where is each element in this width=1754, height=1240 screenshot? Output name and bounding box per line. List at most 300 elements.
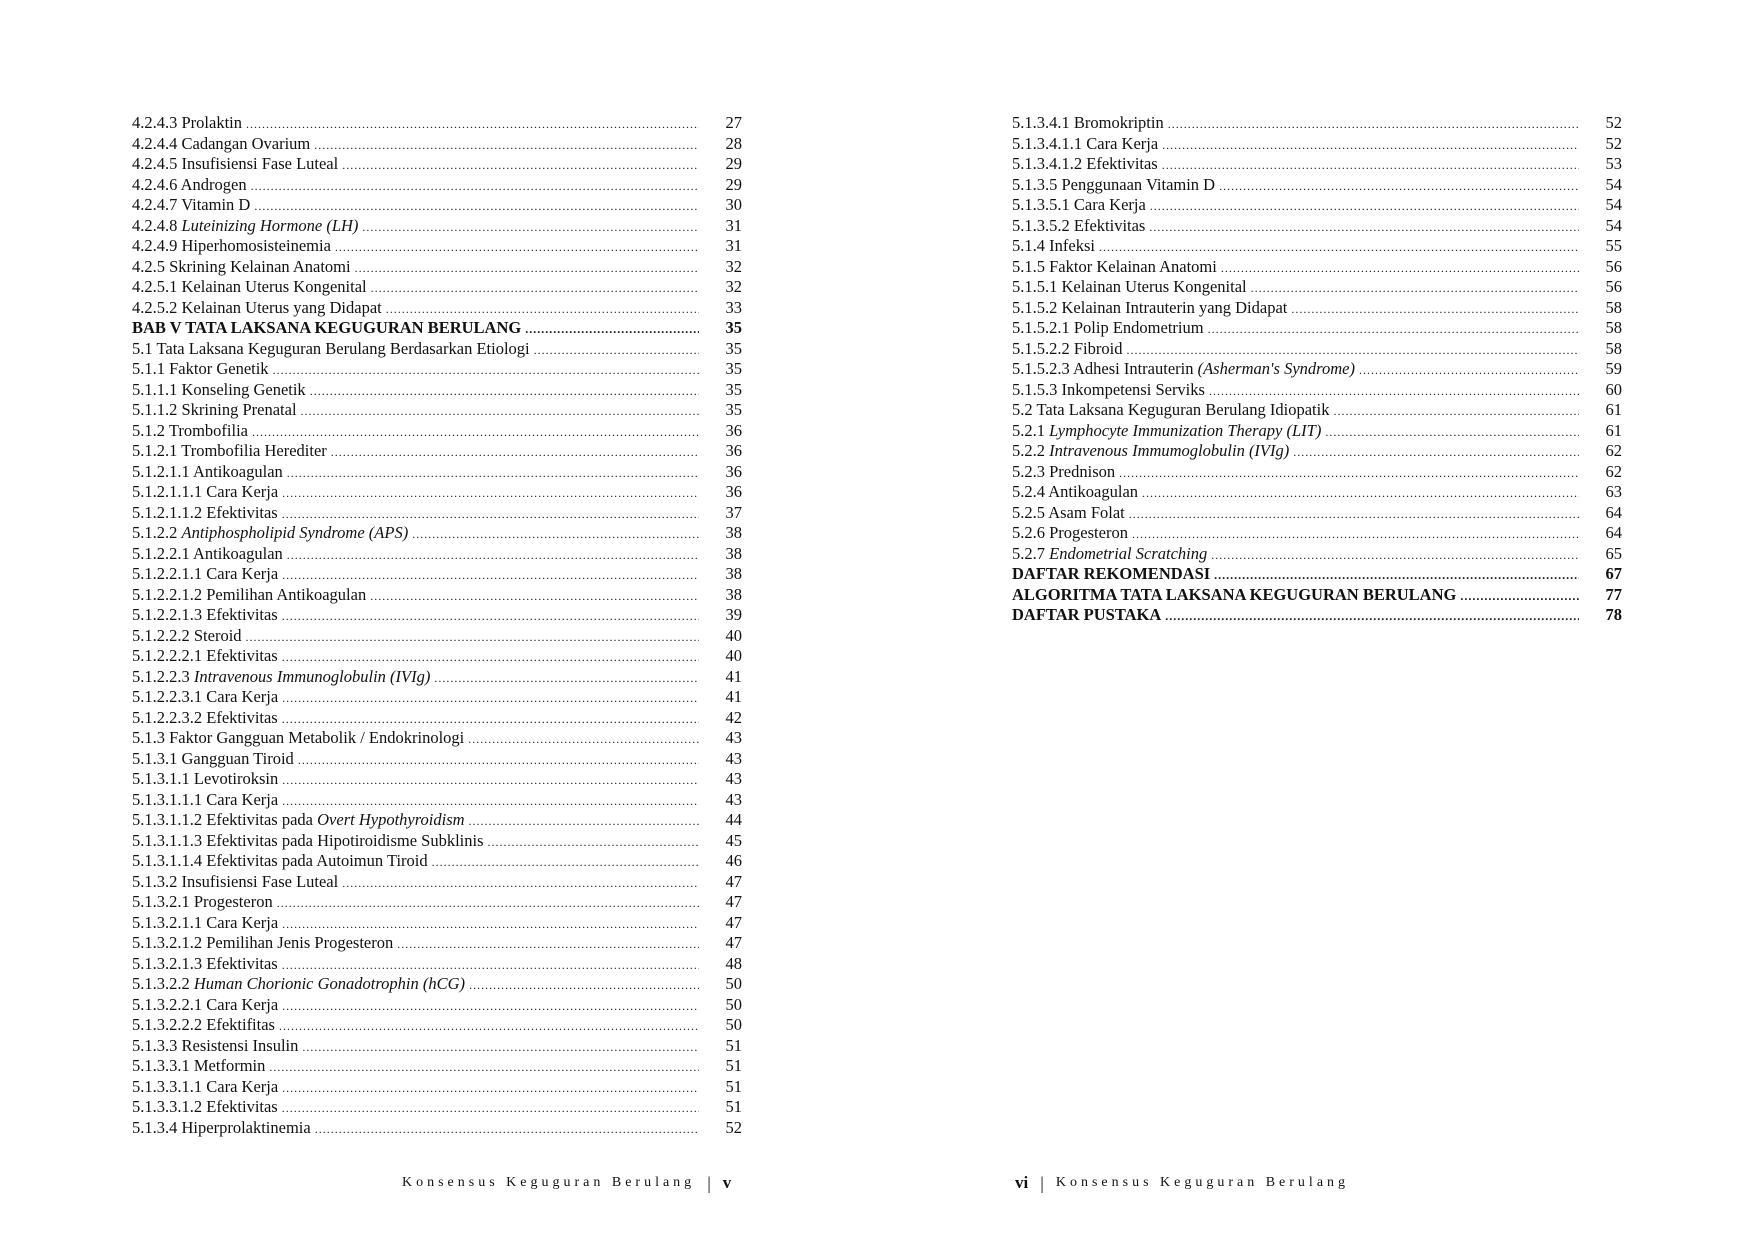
toc-entry-page: 54 xyxy=(1605,215,1622,235)
dot-leader xyxy=(1251,278,1579,299)
toc-entry[interactable] xyxy=(1012,380,1622,401)
toc-entry-label-text: 5.1.1.2 Skrining Prenatal xyxy=(132,400,297,419)
toc-entry-label xyxy=(132,564,278,585)
dot-leader xyxy=(355,258,699,279)
toc-entry-label xyxy=(1012,339,1122,360)
toc-entry[interactable] xyxy=(132,1015,742,1036)
toc-entry-label-text: 4.2.5.1 Kelainan Uterus Kongenital xyxy=(132,277,367,296)
toc-entry-page: 51 xyxy=(725,1097,742,1116)
toc-entry-page: 64 xyxy=(1605,523,1622,542)
toc-entry-label-italic: Luteinizing Hormone (LH) xyxy=(181,215,359,235)
toc-entry[interactable] xyxy=(132,544,742,565)
toc-entry[interactable] xyxy=(132,851,742,872)
dot-leader xyxy=(1165,606,1579,627)
toc-entry-label xyxy=(1012,421,1321,442)
toc-entry-label-text: 5.1.3.5.2 Efektivitas xyxy=(1012,215,1146,235)
toc-entry[interactable] xyxy=(1012,318,1622,339)
toc-entry-label-text: ALGORITMA TATA LAKSANA KEGUGURAN BERULANG xyxy=(1012,584,1457,604)
dot-leader xyxy=(525,319,699,340)
toc-entry-label-text: 5.1.3.2.1.3 Efektivitas xyxy=(132,953,278,973)
toc-entry-label-text: 4.2.4.6 Androgen xyxy=(132,174,247,194)
dot-leader xyxy=(1291,299,1579,320)
toc-entry[interactable] xyxy=(1012,400,1622,421)
toc-entry-label-text: 5.1.3.2.1.2 Pemilihan Jenis Progesteron xyxy=(132,933,394,952)
toc-entry[interactable] xyxy=(132,933,742,954)
toc-entry-label-text: 4.2.5 Skrining Kelainan Anatomi xyxy=(132,256,351,276)
toc-entry-label xyxy=(1012,585,1456,606)
dot-leader xyxy=(386,299,699,320)
toc-entry-page: 58 xyxy=(1605,338,1622,358)
dot-leader xyxy=(269,1057,699,1078)
toc-entry-label-text: 5.1.3.1.1.4 Efektivitas pada Autoimun Tiroid xyxy=(132,851,428,870)
toc-entry-page: 46 xyxy=(725,851,742,870)
toc-entry-page: 35 xyxy=(725,359,742,378)
toc-entry-label xyxy=(132,482,278,503)
dot-leader xyxy=(468,729,699,750)
toc-entry[interactable] xyxy=(1012,277,1622,298)
toc-entry-page: 35 xyxy=(725,379,742,399)
toc-entry-page: 54 xyxy=(1605,174,1622,194)
toc-entry[interactable] xyxy=(132,380,742,401)
toc-entry[interactable] xyxy=(1012,154,1622,175)
toc-entry-label xyxy=(1012,113,1164,134)
toc-entry-page: 65 xyxy=(1605,543,1622,563)
toc-entry-label-italic: Antiphospholipid Syndrome (APS) xyxy=(181,523,409,542)
toc-entry[interactable] xyxy=(132,667,742,688)
toc-entry-page: 78 xyxy=(1605,605,1622,624)
toc-entry[interactable] xyxy=(132,482,742,503)
toc-entry-label-text: 5.1.3.2.1 Progesteron xyxy=(132,892,273,911)
toc-entry[interactable] xyxy=(132,462,742,483)
toc-entry-label xyxy=(132,113,242,134)
dot-leader xyxy=(1162,155,1579,176)
toc-entry[interactable] xyxy=(132,113,742,134)
toc-entry[interactable] xyxy=(132,892,742,913)
toc-entry-label-text: 5.2.2 xyxy=(1012,441,1050,460)
toc-entry-page: 35 xyxy=(725,318,742,337)
toc-entry[interactable] xyxy=(132,728,742,749)
toc-entry-label-text: 4.2.4.3 Prolaktin xyxy=(132,113,242,132)
toc-entry-label-text: 5.1.5.2.1 Polip Endometrium xyxy=(1012,318,1204,337)
toc-entry[interactable] xyxy=(1012,462,1622,483)
toc-entry[interactable] xyxy=(132,298,742,319)
toc-entry-page: 43 xyxy=(725,769,742,788)
toc-entry[interactable] xyxy=(132,441,742,462)
toc-entry[interactable] xyxy=(1012,359,1622,380)
toc-entry-page: 47 xyxy=(725,892,742,911)
dot-leader xyxy=(534,340,699,361)
toc-entry-page: 56 xyxy=(1605,256,1622,276)
toc-entry-label-italic: Lymphocyte Immunization Therapy (LIT) xyxy=(1049,420,1322,440)
toc-entry-label xyxy=(132,154,338,175)
toc-entry-page: 36 xyxy=(725,461,742,481)
toc-list-right xyxy=(1012,113,1622,626)
toc-entry[interactable] xyxy=(132,646,742,667)
toc-entry-label-text: 5.1.5.2 Kelainan Intrauterin yang Didapat xyxy=(1012,297,1288,317)
toc-entry-page: 37 xyxy=(725,502,742,522)
footer-separator: | xyxy=(1040,1173,1044,1193)
dot-leader xyxy=(1333,401,1579,422)
toc-entry-page: 45 xyxy=(725,830,742,850)
toc-entry-page: 60 xyxy=(1605,379,1622,399)
toc-entry-label xyxy=(132,503,278,524)
dot-leader xyxy=(282,647,699,668)
toc-entry[interactable] xyxy=(1012,134,1622,155)
toc-entry-page: 32 xyxy=(725,256,742,276)
toc-entry-label-italic: Intravenous Immunoglobulin (IVIg) xyxy=(193,666,431,686)
toc-entry[interactable] xyxy=(1012,523,1622,544)
toc-entry[interactable] xyxy=(132,257,742,278)
dot-leader xyxy=(314,135,699,156)
dot-leader xyxy=(279,1016,699,1037)
toc-entry-label xyxy=(1012,257,1217,278)
toc-entry-page: 30 xyxy=(725,195,742,214)
dot-leader xyxy=(287,545,699,566)
toc-entry-label-text: 5.1.3.4.1.1 Cara Kerja xyxy=(1012,133,1159,153)
footer-separator: | xyxy=(707,1173,711,1193)
page-number: v xyxy=(722,1173,732,1192)
dot-leader xyxy=(1221,258,1579,279)
toc-entry-page: 47 xyxy=(725,912,742,932)
dot-leader xyxy=(282,504,699,525)
dot-leader xyxy=(1119,463,1579,484)
dot-leader xyxy=(397,934,699,955)
toc-entry[interactable] xyxy=(132,216,742,237)
toc-entry-label xyxy=(132,728,464,749)
toc-entry[interactable] xyxy=(1012,564,1622,585)
toc-entry-label-text: 5.1.2.2.1 Antikoagulan xyxy=(132,543,283,563)
toc-entry-label xyxy=(132,1077,278,1098)
dot-leader xyxy=(1149,217,1579,238)
toc-entry-page: 40 xyxy=(725,646,742,665)
toc-entry-label-text: 5.1.2.2.3 xyxy=(132,666,194,686)
toc-entry-page: 29 xyxy=(725,154,742,173)
toc-entry-label-text: 5.1.3.3 Resistensi Insulin xyxy=(132,1035,299,1055)
toc-entry-label-italic: Endometrial Scratching xyxy=(1049,543,1208,563)
toc-entry-label-text: 5.1.3.2 Insufisiensi Fase Luteal xyxy=(132,871,339,891)
toc-entry[interactable] xyxy=(132,708,742,729)
toc-entry[interactable] xyxy=(132,605,742,626)
toc-entry-label-text: 5.1.2.2.2 Steroid xyxy=(132,625,242,645)
toc-entry-page: 59 xyxy=(1605,359,1622,378)
toc-entry-label xyxy=(1012,277,1247,298)
toc-entry[interactable] xyxy=(132,523,742,544)
toc-entry[interactable] xyxy=(1012,503,1622,524)
toc-entry-label-text: 5.2.1 xyxy=(1012,420,1050,440)
dot-leader xyxy=(282,770,699,791)
toc-entry[interactable] xyxy=(132,175,742,196)
dot-leader xyxy=(1126,340,1579,361)
toc-entry-label-text: 5.2.3 Prednison xyxy=(1012,461,1116,481)
toc-entry-label-text: 5.1.3.1 Gangguan Tiroid xyxy=(132,748,294,768)
toc-entry-label-text: 5.1.2.1.1 Antikoagulan xyxy=(132,461,283,481)
dot-leader xyxy=(298,750,699,771)
toc-entry-label-text: 5.1.2.2.3.2 Efektivitas xyxy=(132,707,278,727)
toc-entry-page: 61 xyxy=(1605,420,1622,440)
toc-entry[interactable] xyxy=(1012,339,1622,360)
toc-entry-label-text: 5.1.3.5.1 Cara Kerja xyxy=(1012,195,1146,214)
dot-leader xyxy=(246,114,699,135)
toc-entry-label xyxy=(132,687,278,708)
toc-entry[interactable] xyxy=(132,134,742,155)
toc-entry-label-text: 5.1.2.2.3.1 Cara Kerja xyxy=(132,687,279,706)
dot-leader xyxy=(301,401,699,422)
toc-entry-page: 36 xyxy=(725,420,742,440)
toc-entry-page: 51 xyxy=(725,1056,742,1075)
right-page xyxy=(877,0,1754,1240)
toc-entry-label-text: 5.1.3.4.1 Bromokriptin xyxy=(1012,113,1164,132)
toc-entry-page: 52 xyxy=(725,1117,742,1137)
toc-entry-page: 42 xyxy=(725,707,742,727)
toc-entry-label-text: 5.1.3.2.2.2 Efektifitas xyxy=(132,1015,275,1034)
toc-entry-label xyxy=(132,400,297,421)
dot-leader xyxy=(282,688,699,709)
dot-leader xyxy=(246,627,699,648)
toc-entry-label-text: 4.2.4.8 xyxy=(132,215,182,235)
toc-entry-page: 43 xyxy=(725,748,742,768)
toc-entry-page: 39 xyxy=(725,605,742,624)
toc-entry[interactable] xyxy=(132,626,742,647)
toc-entry[interactable] xyxy=(132,1097,742,1118)
toc-entry-label-text: 5.1.2.1.1.1 Cara Kerja xyxy=(132,482,279,501)
toc-entry[interactable] xyxy=(132,1056,742,1077)
toc-entry[interactable] xyxy=(1012,585,1622,606)
dot-leader xyxy=(370,586,699,607)
dot-leader xyxy=(254,196,699,217)
dot-leader xyxy=(1359,360,1579,381)
toc-entry-label xyxy=(1012,195,1146,216)
toc-entry[interactable] xyxy=(1012,236,1622,257)
toc-entry-label-text: 5.2 Tata Laksana Keguguran Berulang Idiopatik xyxy=(1012,400,1330,419)
toc-entry-label xyxy=(1012,482,1138,503)
footer-title: Konsensus Keguguran Berulang xyxy=(1055,1175,1350,1190)
toc-entry[interactable] xyxy=(132,359,742,380)
dot-leader xyxy=(310,381,699,402)
toc-entry[interactable] xyxy=(132,913,742,934)
toc-entry-label xyxy=(132,892,273,913)
toc-entry[interactable] xyxy=(1012,175,1622,196)
dot-leader xyxy=(469,975,699,996)
toc-entry-label-text: 5.1.3.2.2 xyxy=(132,974,194,993)
toc-entry-label xyxy=(1012,359,1355,380)
toc-entry-label xyxy=(132,831,484,852)
dot-leader xyxy=(252,422,699,443)
dot-leader xyxy=(1132,524,1579,545)
toc-entry[interactable] xyxy=(132,872,742,893)
toc-entry-label xyxy=(132,523,408,544)
toc-entry-page: 35 xyxy=(725,400,742,419)
toc-entry-label xyxy=(132,872,338,893)
dot-leader xyxy=(432,852,699,873)
toc-entry-page: 54 xyxy=(1605,195,1622,214)
toc-entry[interactable] xyxy=(1012,216,1622,237)
toc-entry-page: 64 xyxy=(1605,502,1622,522)
toc-entry[interactable] xyxy=(132,154,742,175)
dot-leader xyxy=(1099,237,1579,258)
toc-entry-label-text: 5.1.5.1 Kelainan Uterus Kongenital xyxy=(1012,277,1247,296)
dot-leader xyxy=(282,791,699,812)
toc-entry-label-text: 4.2.4.5 Insufisiensi Fase Luteal xyxy=(132,154,339,173)
toc-entry-page: 62 xyxy=(1605,461,1622,481)
toc-entry[interactable] xyxy=(132,995,742,1016)
dot-leader xyxy=(342,873,699,894)
dot-leader xyxy=(282,709,699,730)
toc-entry[interactable] xyxy=(132,769,742,790)
toc-entry-label-text: 5.1.2.2.1.1 Cara Kerja xyxy=(132,564,279,583)
toc-entry-label xyxy=(1012,134,1158,155)
toc-entry[interactable] xyxy=(132,277,742,298)
toc-entry-label-text: 5.2.7 xyxy=(1012,543,1050,563)
toc-entry[interactable] xyxy=(132,749,742,770)
toc-entry-label-text: 5.1.3.1.1 Levotiroksin xyxy=(132,769,279,788)
dot-leader xyxy=(1325,422,1579,443)
toc-entry[interactable] xyxy=(1012,441,1622,462)
toc-entry-label xyxy=(132,236,331,257)
toc-entry-label xyxy=(132,298,382,319)
toc-entry-label xyxy=(132,1015,275,1036)
toc-entry-page: 55 xyxy=(1605,236,1622,255)
toc-entry-page: 43 xyxy=(725,728,742,747)
toc-entry-page: 38 xyxy=(725,523,742,542)
dot-leader xyxy=(335,237,699,258)
dot-leader xyxy=(282,955,699,976)
toc-entry[interactable] xyxy=(1012,113,1622,134)
toc-entry-label xyxy=(132,667,430,688)
dot-leader xyxy=(277,893,699,914)
toc-entry-label xyxy=(132,974,465,995)
dot-leader xyxy=(1209,381,1579,402)
toc-entry-label xyxy=(132,790,278,811)
toc-entry-label-text: 5.1.3.4 Hiperprolaktinemia xyxy=(132,1117,311,1137)
toc-entry[interactable] xyxy=(1012,257,1622,278)
dot-leader xyxy=(1208,319,1579,340)
toc-entry-label-text: 5.1.1 Faktor Genetik xyxy=(132,359,269,378)
toc-entry-page: 53 xyxy=(1605,154,1622,173)
page-footer-right xyxy=(1015,1172,1349,1194)
toc-entry-page: 44 xyxy=(725,810,742,829)
toc-entry[interactable] xyxy=(132,974,742,995)
toc-entry-page: 63 xyxy=(1605,482,1622,501)
toc-entry-label xyxy=(132,441,327,462)
toc-entry-label-text: 5.1.2.2 xyxy=(132,523,182,542)
toc-entry-label xyxy=(132,646,278,667)
toc-entry[interactable] xyxy=(132,236,742,257)
toc-entry[interactable] xyxy=(132,318,742,339)
toc-entry-label-text: 5.1.3 Faktor Gangguan Metabolik / Endokrinologi xyxy=(132,728,465,747)
toc-entry-label xyxy=(132,1097,278,1118)
toc-entry-page: 47 xyxy=(725,933,742,952)
toc-entry[interactable] xyxy=(1012,195,1622,216)
toc-entry[interactable] xyxy=(132,339,742,360)
toc-entry-label-italic: Human Chorionic Gonadotrophin (hCG) xyxy=(193,974,466,993)
toc-entry-label xyxy=(132,462,283,483)
toc-entry-label-text: 5.1.3.1.1.1 Cara Kerja xyxy=(132,789,279,809)
toc-entry-page: 31 xyxy=(725,215,742,235)
toc-entry[interactable] xyxy=(132,790,742,811)
toc-entry-label xyxy=(132,277,367,298)
toc-entry-label xyxy=(132,318,521,339)
toc-entry-label-text: 5.1.3.2.2.1 Cara Kerja xyxy=(132,994,279,1014)
toc-entry[interactable] xyxy=(132,954,742,975)
dot-leader xyxy=(1460,586,1579,607)
toc-entry[interactable] xyxy=(132,831,742,852)
toc-entry-label-text: 5.1.5.2.2 Fibroid xyxy=(1012,338,1123,358)
toc-entry-label xyxy=(1012,175,1215,196)
toc-entry[interactable] xyxy=(1012,298,1622,319)
toc-entry[interactable] xyxy=(132,1118,742,1139)
toc-entry-page: 41 xyxy=(725,666,742,686)
toc-entry-label xyxy=(132,216,358,237)
toc-entry-label xyxy=(132,195,250,216)
toc-entry-label xyxy=(132,421,248,442)
toc-entry-page: 52 xyxy=(1605,113,1622,132)
toc-entry[interactable] xyxy=(132,195,742,216)
toc-entry-label-text: 5.1.5.2.3 Adhesi Intrauterin xyxy=(1012,359,1198,378)
toc-entry-label xyxy=(132,810,465,831)
footer-title: Konsensus Keguguran Berulang xyxy=(402,1175,696,1190)
dot-leader xyxy=(1129,504,1579,525)
toc-entry-page: 58 xyxy=(1605,297,1622,317)
toc-entry-label-text: 5.1.3.1.1.3 Efektivitas pada Hipotiroidisme Subklinis xyxy=(132,830,484,850)
toc-entry-page: 62 xyxy=(1605,441,1622,460)
toc-entry-label xyxy=(132,995,278,1016)
dot-leader xyxy=(331,442,699,463)
toc-entry-page: 36 xyxy=(725,482,742,501)
toc-entry[interactable] xyxy=(1012,482,1622,503)
toc-entry-page: 43 xyxy=(725,789,742,809)
toc-entry-label xyxy=(1012,503,1125,524)
toc-entry-label-text: BAB V TATA LAKSANA KEGUGURAN BERULANG xyxy=(132,318,522,337)
dot-leader xyxy=(302,1037,699,1058)
toc-entry[interactable] xyxy=(132,1077,742,1098)
toc-entry-page: 38 xyxy=(725,543,742,563)
toc-entry[interactable] xyxy=(132,421,742,442)
toc-entry-page: 38 xyxy=(725,564,742,583)
dot-leader xyxy=(287,463,699,484)
toc-entry[interactable] xyxy=(132,1036,742,1057)
toc-entry[interactable] xyxy=(1012,544,1622,565)
toc-entry-label xyxy=(132,175,247,196)
toc-entry-label-text: 5.1.2 Trombofilia xyxy=(132,420,248,440)
toc-entry[interactable] xyxy=(132,400,742,421)
toc-entry[interactable] xyxy=(1012,605,1622,626)
toc-entry-page: 51 xyxy=(725,1076,742,1096)
toc-entry[interactable] xyxy=(132,810,742,831)
toc-entry[interactable] xyxy=(132,503,742,524)
toc-entry-label xyxy=(132,339,530,360)
toc-entry-label xyxy=(132,544,283,565)
toc-entry-label xyxy=(132,605,278,626)
toc-entry[interactable] xyxy=(132,564,742,585)
page-number: vi xyxy=(1015,1173,1029,1192)
toc-entry-label-text: 4.2.4.4 Cadangan Ovarium xyxy=(132,133,311,153)
dot-leader xyxy=(282,606,699,627)
toc-entry-label xyxy=(132,134,310,155)
toc-entry-page: 28 xyxy=(725,133,742,153)
toc-entry-label-text: 5.1.5 Faktor Kelainan Anatomi xyxy=(1012,256,1217,276)
toc-entry-label xyxy=(132,749,294,770)
toc-entry[interactable] xyxy=(132,585,742,606)
toc-entry[interactable] xyxy=(132,687,742,708)
dot-leader xyxy=(488,832,699,853)
dot-leader xyxy=(434,668,699,689)
toc-entry-label xyxy=(1012,605,1161,626)
toc-entry[interactable] xyxy=(1012,421,1622,442)
toc-entry-label xyxy=(1012,400,1329,421)
toc-entry-label-text: 5.2.4 Antikoagulan xyxy=(1012,482,1139,501)
dot-leader xyxy=(273,360,699,381)
toc-entry-label xyxy=(1012,380,1205,401)
